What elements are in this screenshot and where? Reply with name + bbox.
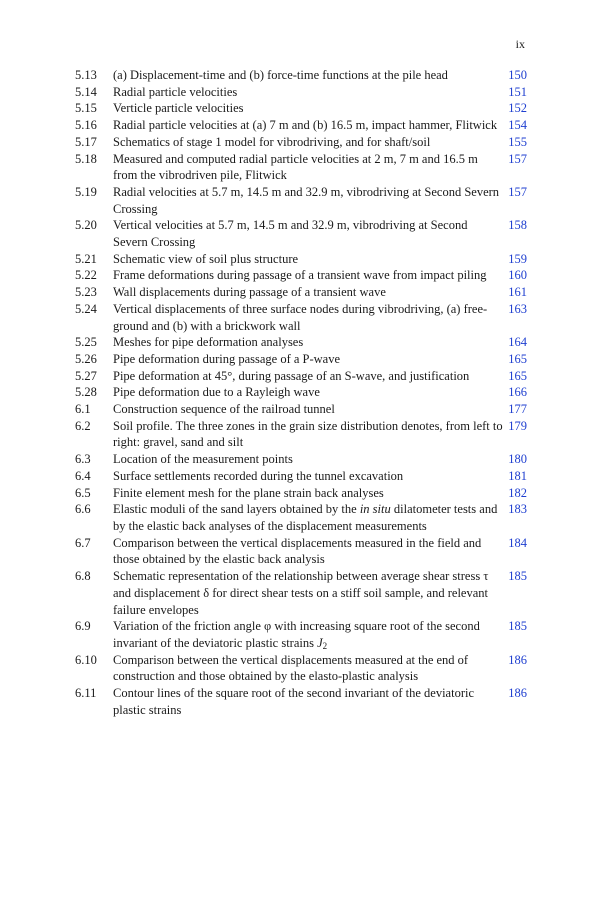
- list-item: [75, 468, 527, 485]
- page-link[interactable]: 166: [508, 385, 527, 400]
- figure-title: Pipe deformation at 45°, during passage of an S-wave, and justification: [113, 368, 470, 383]
- list-item: [75, 418, 527, 451]
- page-link[interactable]: 154: [508, 118, 527, 133]
- list-item: [75, 151, 527, 184]
- figure-number: 6.4: [75, 468, 91, 483]
- figure-title: Radial particle velocities at (a) 7 m and (b) 16.5 m, impact hammer, Flitwick: [113, 118, 498, 133]
- list-item: [75, 535, 527, 568]
- figure-number: 6.9: [75, 619, 91, 634]
- figure-title: Schematic view of soil plus structure: [113, 251, 299, 266]
- page-link[interactable]: 159: [508, 251, 527, 266]
- figure-title: Construction sequence of the railroad tunnel: [113, 402, 335, 417]
- figure-title: Variation of the friction angle φ with increasing square root of the second invariant of the deviatoric plastic strains $J_2$: [113, 619, 480, 651]
- figure-title: Elastic moduli of the sand layers obtained by the in situ dilatometer tests and by the elastic back analyses of the displacement measurements: [113, 502, 498, 533]
- figure-title: Comparison between the vertical displacements measured in the field and those obtained by the elastic back analysis: [113, 535, 482, 567]
- list-item: [75, 84, 527, 101]
- page-link[interactable]: 164: [508, 335, 527, 350]
- page-link[interactable]: 157: [508, 151, 527, 166]
- page-link[interactable]: 155: [508, 134, 527, 149]
- list-item: [75, 301, 527, 334]
- figure-number: 6.2: [75, 418, 91, 433]
- figure-title: Vertical displacements of three surface nodes during vibrodriving, (a) free-ground and (b) with a brickwork wall: [113, 301, 488, 333]
- list-item: [75, 652, 527, 685]
- page-link[interactable]: 152: [508, 101, 527, 116]
- list-item: [75, 334, 527, 351]
- list-item: [75, 368, 527, 385]
- figure-number: 5.26: [75, 351, 97, 366]
- figure-title: Comparison between the vertical displacements measured at the end of construction and those obtained by the elasto-plastic analysis: [113, 652, 469, 684]
- figure-number: 5.19: [75, 184, 97, 199]
- figure-number: 5.28: [75, 385, 97, 400]
- list-item: [75, 401, 527, 418]
- figure-title: Wall displacements during passage of a transient wave: [113, 285, 386, 300]
- figure-title: Meshes for pipe deformation analyses: [113, 335, 304, 350]
- figure-title: Measured and computed radial particle velocities at 2 m, 7 m and 16.5 m from the vibrodriven pile, Flitwick: [113, 151, 478, 183]
- figure-number: 5.14: [75, 84, 97, 99]
- figure-title: Soil profile. The three zones in the grain size distribution denotes, from left to right: gravel, sand and silt: [113, 418, 503, 450]
- list-item: [75, 100, 527, 117]
- figure-title: Verticle particle velocities: [113, 101, 244, 116]
- list-item: [75, 685, 527, 718]
- page-link[interactable]: 157: [508, 184, 527, 199]
- figure-title: Schematic representation of the relationship between average shear stress τ and displacement δ for direct shear tests on a stiff soil sample, and relevant failure envelopes: [113, 569, 489, 617]
- page-link[interactable]: 151: [508, 84, 527, 99]
- figure-number: 5.23: [75, 285, 97, 300]
- figure-number: 6.11: [75, 686, 97, 701]
- page-link[interactable]: 150: [508, 68, 527, 82]
- page-link[interactable]: 186: [508, 652, 527, 667]
- list-item: [75, 451, 527, 468]
- figure-number: 6.7: [75, 535, 91, 550]
- figure-title: (a) Displacement-time and (b) force-time functions at the pile head: [113, 68, 448, 82]
- list-item: [75, 184, 527, 217]
- figure-number: 5.27: [75, 368, 97, 383]
- figure-number: 5.22: [75, 268, 97, 283]
- figure-title: Location of the measurement points: [113, 452, 293, 467]
- figure-title: Schematics of stage 1 model for vibrodriving, and for shaft/soil: [113, 134, 431, 149]
- page-link[interactable]: 182: [508, 485, 527, 500]
- list-item: [75, 384, 527, 401]
- page-link[interactable]: 179: [508, 418, 527, 433]
- figure-number: 5.15: [75, 101, 97, 116]
- figure-number: 5.20: [75, 218, 97, 233]
- list-item: [75, 67, 527, 84]
- figure-title: Radial particle velocities: [113, 84, 238, 99]
- list-item: [75, 251, 527, 268]
- page-link[interactable]: 180: [508, 452, 527, 467]
- list-item: [75, 485, 527, 502]
- figure-title: Contour lines of the square root of the second invariant of the deviatoric plastic strains: [113, 686, 475, 717]
- figure-number: 5.18: [75, 151, 97, 166]
- page-link[interactable]: 158: [508, 218, 527, 233]
- list-item: [75, 217, 527, 250]
- list-item: [75, 267, 527, 284]
- figure-number: 6.6: [75, 502, 91, 517]
- page-link[interactable]: 184: [508, 535, 527, 550]
- figure-title: Radial velocities at 5.7 m, 14.5 m and 32.9 m, vibrodriving at Second Severn Crossing: [113, 184, 500, 216]
- figure-number: 5.25: [75, 335, 97, 350]
- page-link[interactable]: 163: [508, 301, 527, 316]
- figure-number: 5.13: [75, 68, 97, 82]
- page-link[interactable]: 183: [508, 502, 527, 517]
- figure-title: Finite element mesh for the plane strain back analyses: [113, 485, 384, 500]
- list-item: [75, 568, 527, 618]
- figure-title: Pipe deformation during passage of a P-wave: [113, 351, 341, 366]
- page-link[interactable]: 181: [508, 468, 527, 483]
- figure-number: 6.5: [75, 485, 91, 500]
- figure-number: 5.16: [75, 118, 97, 133]
- list-item: [75, 351, 527, 368]
- page-link[interactable]: 165: [508, 351, 527, 366]
- figure-title: Surface settlements recorded during the tunnel excavation: [113, 468, 404, 483]
- list-item: [75, 618, 527, 651]
- page-link[interactable]: 160: [508, 268, 527, 283]
- list-item: [75, 501, 527, 534]
- figure-number: 6.1: [75, 402, 91, 417]
- list-item: [75, 134, 527, 151]
- list-item: [75, 117, 527, 134]
- figure-number: 5.21: [75, 251, 97, 266]
- page-link[interactable]: 185: [508, 569, 527, 584]
- page-link[interactable]: 186: [508, 686, 527, 701]
- page-link[interactable]: 161: [508, 285, 527, 300]
- figure-number: 6.3: [75, 452, 91, 467]
- page-link[interactable]: 185: [508, 619, 527, 634]
- page-link[interactable]: 165: [508, 368, 527, 383]
- figure-number: 6.10: [75, 652, 97, 667]
- figure-title: Pipe deformation due to a Rayleigh wave: [113, 385, 320, 400]
- list-of-figures: [75, 67, 527, 718]
- figure-number: 5.24: [75, 301, 97, 316]
- figure-number: 5.17: [75, 134, 97, 149]
- page-number: ix: [515, 37, 525, 51]
- page-link[interactable]: 177: [508, 402, 527, 417]
- figure-number: 6.8: [75, 569, 91, 584]
- figure-title: Frame deformations during passage of a transient wave from impact piling: [113, 268, 487, 283]
- figure-title: Vertical velocities at 5.7 m, 14.5 m and 32.9 m, vibrodriving at Second Severn Crossing: [113, 218, 468, 250]
- list-item: [75, 284, 527, 301]
